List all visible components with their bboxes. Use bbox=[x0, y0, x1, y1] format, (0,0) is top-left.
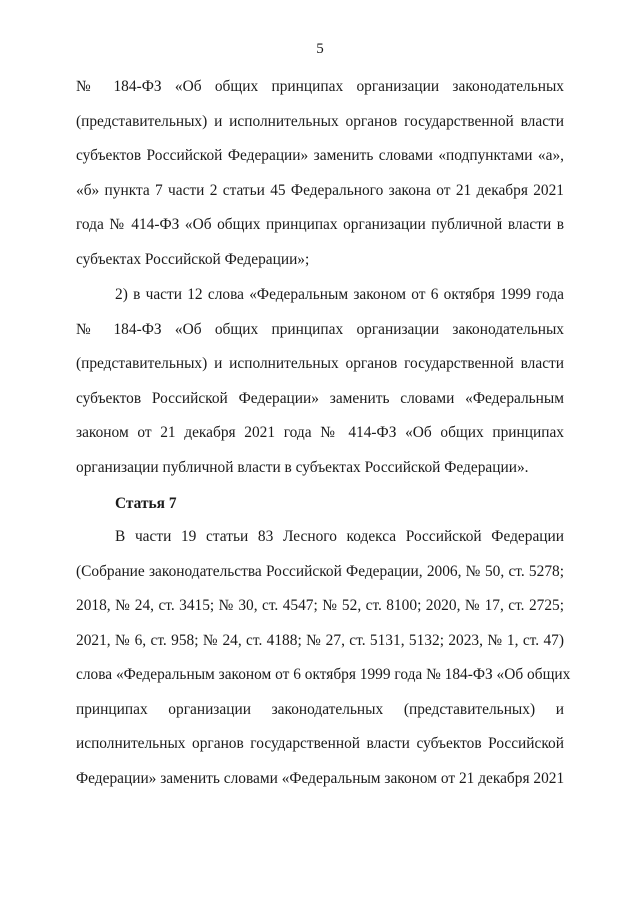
text-line: субъектов Российской Федерации» заменить словами «подпунктами «а», bbox=[76, 147, 564, 164]
paragraph-article-7 bbox=[76, 520, 571, 796]
text-line: 2021, № 6, ст. 958; № 24, ст. 4188; № 27, ст. 5131, 5132; 2023, № 1, ст. 47) bbox=[76, 631, 564, 649]
text-line: слова «Федеральным законом от 6 октября 1999 года № 184-ФЗ «Об общих bbox=[76, 666, 571, 683]
text-line: исполнительных органов государственной власти субъектов Российской bbox=[76, 735, 564, 752]
text-line: В части 19 статьи 83 Лесного кодекса Российской Федерации bbox=[115, 528, 564, 545]
text-line: 2) в части 12 слова «Федеральным законом от 6 октября 1999 года bbox=[115, 286, 564, 303]
text-line: «б» пункта 7 части 2 статьи 45 Федерального закона от 21 декабря 2021 bbox=[76, 181, 564, 199]
page-number: 5 bbox=[316, 41, 324, 57]
text-line: субъектов Российской Федерации» заменить словами «Федеральным bbox=[76, 389, 564, 407]
text-line: организации публичной власти в субъектах Российской Федерации». bbox=[76, 458, 529, 476]
text-line: года № 414-ФЗ «Об общих принципах организации публичной власти в bbox=[76, 216, 564, 233]
paragraph-item-2 bbox=[76, 278, 564, 485]
text-line: Федерации» заменить словами «Федеральным законом от 21 декабря 2021 bbox=[76, 769, 565, 787]
text-line: (Собрание законодательства Российской Федерации, 2006, № 50, ст. 5278; bbox=[76, 562, 564, 580]
text-line: (представительных) и исполнительных органов государственной власти bbox=[76, 355, 564, 372]
text-line: № 184-ФЗ «Об общих принципах организации законодательных bbox=[76, 78, 564, 95]
paragraph-continuation bbox=[76, 70, 564, 277]
article-heading: Статья 7 bbox=[115, 495, 177, 512]
text-line: 2018, № 24, ст. 3415; № 30, ст. 4547; № 52, ст. 8100; 2020, № 17, ст. 2725; bbox=[76, 597, 564, 614]
text-line: законом от 21 декабря 2021 года № 414-ФЗ «Об общих принципах bbox=[76, 424, 564, 441]
text-line: принципах организации законодательных (представительных) и bbox=[76, 700, 564, 718]
text-line: № 184-ФЗ «Об общих принципах организации законодательных bbox=[76, 320, 564, 338]
text-line: субъектах Российской Федерации»; bbox=[76, 250, 310, 268]
text-line: (представительных) и исполнительных органов государственной власти bbox=[76, 112, 564, 130]
